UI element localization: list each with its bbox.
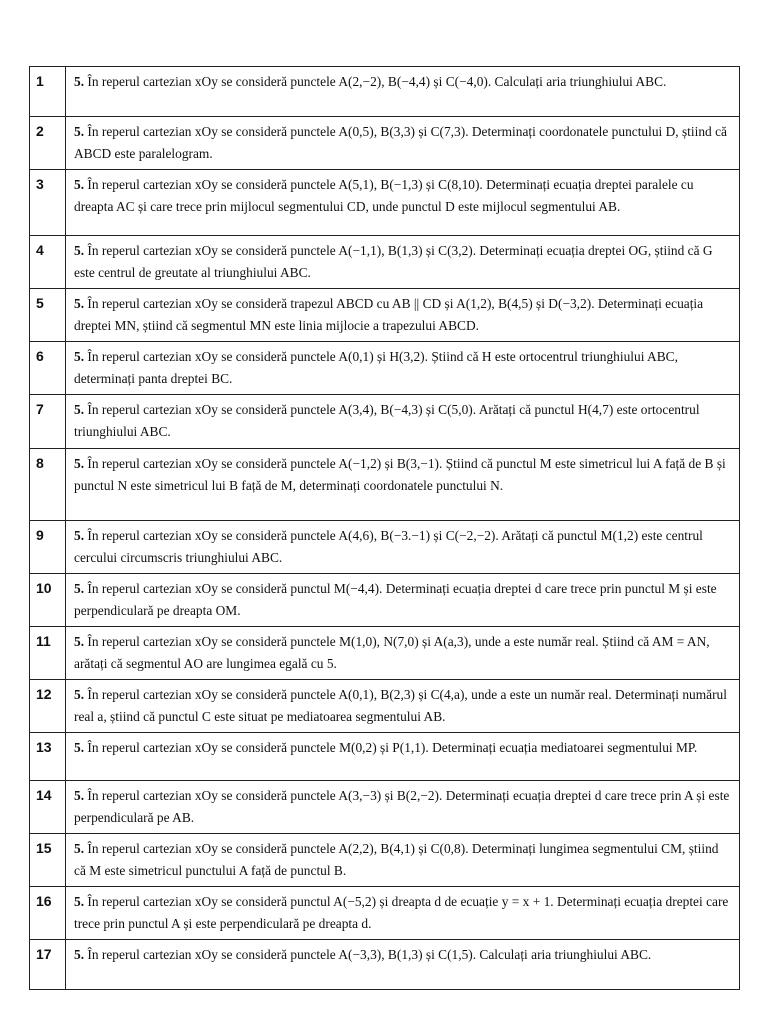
exercise-text-cell [66, 117, 740, 170]
exercise-number: 15 [30, 834, 66, 887]
exercise-number: 4 [30, 236, 66, 289]
exercise-number: 9 [30, 521, 66, 574]
exercise-text-cell [66, 342, 740, 395]
exercise-text-cell [66, 834, 740, 887]
exercise-row [30, 887, 740, 940]
exercise-statement: În reperul cartezian xOy se consideră punctele A(3,−3) și B(2,−2). Determinați ecuația dreptei d care trece prin A și este perpendiculară pe AB. [74, 788, 730, 825]
exercise-item-label: 5. [74, 456, 85, 471]
exercise-text-cell [66, 395, 740, 449]
exercise-statement: În reperul cartezian xOy se consideră punctele A(5,1), B(−1,3) și C(8,10). Determinați ecuația dreptei paralele cu dreapta AC și care trece prin mijlocul segmentului CD, unde punctul D este mijlocul segmentului AB. [74, 177, 694, 214]
exercise-text-cell [66, 449, 740, 521]
exercise-row [30, 781, 740, 834]
exercise-number: 1 [30, 67, 66, 117]
exercise-item-label: 5. [74, 947, 85, 962]
exercise-statement: În reperul cartezian xOy se consideră punctele A(2,2), B(4,1) și C(0,8). Determinați lungimea segmentului CM, știind că M este simetricul punctului A față de punctul B. [74, 841, 719, 878]
exercise-row [30, 733, 740, 781]
exercise-text-cell [66, 680, 740, 733]
exercise-row [30, 117, 740, 170]
exercise-row [30, 680, 740, 733]
exercise-number: 14 [30, 781, 66, 834]
exercise-statement: În reperul cartezian xOy se consideră punctele A(3,4), B(−4,3) și C(5,0). Arătați că punctul H(4,7) este ortocentrul triunghiului ABC. [74, 402, 700, 439]
exercise-item-label: 5. [74, 740, 85, 755]
exercise-text-cell [66, 170, 740, 236]
exercise-number: 13 [30, 733, 66, 781]
exercise-row [30, 395, 740, 449]
exercise-number: 8 [30, 449, 66, 521]
exercise-number: 5 [30, 289, 66, 342]
exercise-text-cell [66, 627, 740, 680]
exercise-item-label: 5. [74, 788, 85, 803]
exercise-statement: În reperul cartezian xOy se consideră punctele M(0,2) și P(1,1). Determinați ecuația mediatoarei segmentului MP. [87, 740, 698, 755]
exercise-number: 10 [30, 574, 66, 627]
exercise-statement: În reperul cartezian xOy se consideră punctul M(−4,4). Determinați ecuația dreptei d care trece prin punctul M și este perpendiculară pe dreapta OM. [74, 581, 717, 618]
exercise-item-label: 5. [74, 349, 85, 364]
exercise-number: 11 [30, 627, 66, 680]
exercise-text-cell [66, 289, 740, 342]
exercise-text-cell [66, 940, 740, 990]
exercise-row [30, 236, 740, 289]
exercise-text-cell [66, 781, 740, 834]
exercise-item-label: 5. [74, 296, 85, 311]
exercise-text-cell [66, 236, 740, 289]
exercise-number: 17 [30, 940, 66, 990]
exercise-item-label: 5. [74, 243, 85, 258]
exercise-number: 2 [30, 117, 66, 170]
exercise-number: 16 [30, 887, 66, 940]
exercise-item-label: 5. [74, 894, 85, 909]
exercise-item-label: 5. [74, 402, 85, 417]
exercise-row [30, 574, 740, 627]
exercise-item-label: 5. [74, 841, 85, 856]
exercise-statement: În reperul cartezian xOy se consideră trapezul ABCD cu AB || CD și A(1,2), B(4,5) și D(−3,2). Determinați ecuația dreptei MN, știind că segmentul MN este linia mijlocie a trapezului ABCD. [74, 296, 704, 333]
exercise-statement: În reperul cartezian xOy se consideră punctele M(1,0), N(7,0) și A(a,3), unde a este număr real. Știind că AM = AN, arătați că segmentul AO are lungimea egală cu 5. [74, 634, 710, 671]
exercise-row [30, 627, 740, 680]
exercise-row [30, 521, 740, 574]
exercise-text-cell [66, 733, 740, 781]
exercise-statement: În reperul cartezian xOy se consideră punctul A(−5,2) și dreapta d de ecuație y = x + 1. Determinați ecuația dreptei care trece prin punctul A și este perpendiculară pe dreapta d. [74, 894, 729, 931]
exercise-text-cell [66, 67, 740, 117]
exercise-statement: În reperul cartezian xOy se consideră punctele A(−1,2) și B(3,−1). Știind că punctul M este simetricul lui A față de B și punctul N este simetricul lui B față de M, determinați coordonatele punctului N. [74, 456, 726, 493]
exercise-statement: În reperul cartezian xOy se consideră punctele A(4,6), B(−3.−1) și C(−2,−2). Arătați că punctul M(1,2) este centrul cercului circumscris triunghiului ABC. [74, 528, 703, 565]
exercise-number: 6 [30, 342, 66, 395]
exercise-text-cell [66, 574, 740, 627]
exercise-item-label: 5. [74, 687, 85, 702]
exercise-item-label: 5. [74, 581, 85, 596]
exercise-number: 3 [30, 170, 66, 236]
exercise-statement: În reperul cartezian xOy se consideră punctele A(0,1) și H(3,2). Știind că H este ortocentrul triunghiului ABC, determinați panta dreptei BC. [74, 349, 678, 386]
exercise-rows [30, 67, 740, 990]
exercise-statement: În reperul cartezian xOy se consideră punctele A(2,−2), B(−4,4) și C(−4,0). Calculați aria triunghiului ABC. [87, 74, 667, 89]
exercise-statement: În reperul cartezian xOy se consideră punctele A(−3,3), B(1,3) și C(1,5). Calculați aria triunghiului ABC. [87, 947, 652, 962]
exercise-text-cell [66, 521, 740, 574]
exercise-item-label: 5. [74, 528, 85, 543]
exercise-item-label: 5. [74, 634, 85, 649]
exercise-row [30, 289, 740, 342]
exercise-item-label: 5. [74, 124, 85, 139]
exercise-row [30, 834, 740, 887]
exercise-statement: În reperul cartezian xOy se consideră punctele A(−1,1), B(1,3) și C(3,2). Determinați ecuația dreptei OG, știind că G este centrul de greutate al triunghiului ABC. [74, 243, 713, 280]
exercise-row [30, 170, 740, 236]
exercise-row [30, 342, 740, 395]
exercise-number: 12 [30, 680, 66, 733]
exercise-statement: În reperul cartezian xOy se consideră punctele A(0,1), B(2,3) și C(4,a), unde a este un număr real. Determinați numărul real a, știind că punctul C este situat pe mediatoarea segmentului AB. [74, 687, 727, 724]
exercise-table [29, 66, 740, 990]
exercise-text-cell [66, 887, 740, 940]
exercise-item-label: 5. [74, 177, 85, 192]
exercise-row [30, 67, 740, 117]
exercise-row [30, 449, 740, 521]
exercise-row [30, 940, 740, 990]
exercise-item-label: 5. [74, 74, 85, 89]
exercise-number: 7 [30, 395, 66, 449]
exercise-statement: În reperul cartezian xOy se consideră punctele A(0,5), B(3,3) și C(7,3). Determinați coordonatele punctului D, știind că ABCD este paralelogram. [74, 124, 727, 161]
